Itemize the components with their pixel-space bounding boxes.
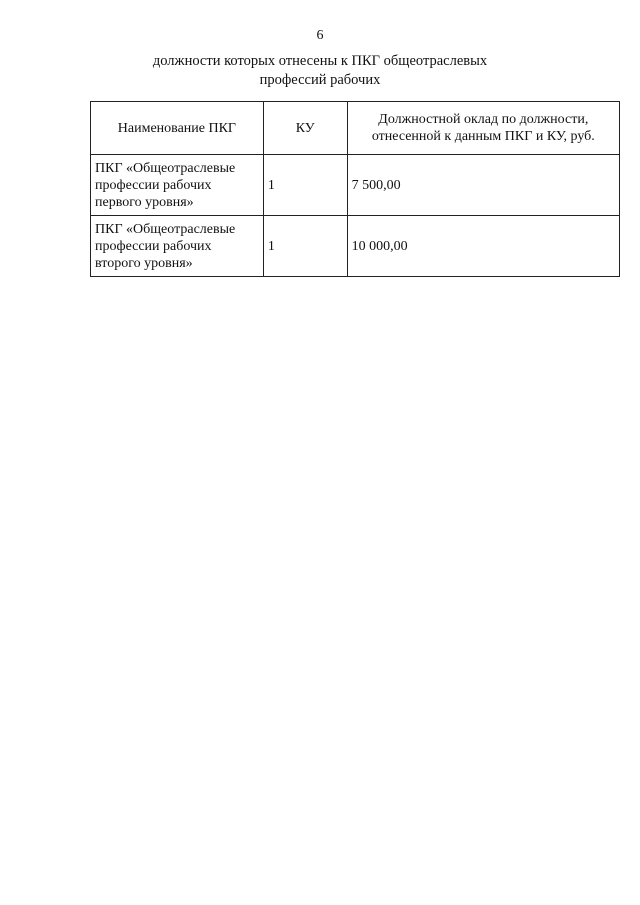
cell-pkg-name: ПКГ «Общеотраслевые профессии рабочих первого уровня» bbox=[91, 155, 264, 216]
header-pkg-name: Наименование ПКГ bbox=[91, 102, 264, 155]
header-salary: Должностной оклад по должности, отнесенной к данным ПКГ и КУ, руб. bbox=[347, 102, 619, 155]
table-row bbox=[91, 216, 620, 277]
cell-pkg-name: ПКГ «Общеотраслевые профессии рабочих второго уровня» bbox=[91, 216, 264, 277]
table-header-row bbox=[91, 102, 620, 155]
heading-line-1: должности которых отнесены к ПКГ общеотраслевых bbox=[152, 53, 488, 69]
header-ku: КУ bbox=[263, 102, 347, 155]
page-number: 6 bbox=[316, 28, 324, 43]
cell-salary: 7 500,00 bbox=[347, 155, 619, 216]
heading-line-2: профессий рабочих bbox=[259, 72, 381, 88]
cell-salary: 10 000,00 bbox=[347, 216, 619, 277]
cell-ku: 1 bbox=[263, 216, 347, 277]
table-heading bbox=[0, 52, 640, 90]
cell-ku: 1 bbox=[263, 155, 347, 216]
table-row bbox=[91, 155, 620, 216]
salary-table bbox=[90, 101, 620, 277]
